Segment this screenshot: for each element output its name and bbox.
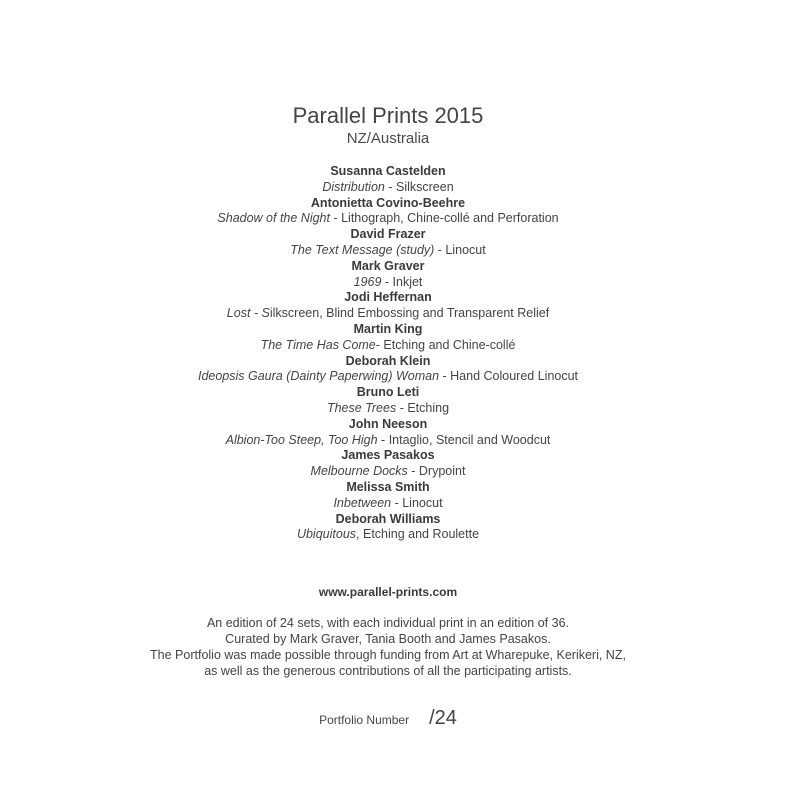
work-separator: - xyxy=(439,369,451,384)
artist-name: Melissa Smith xyxy=(346,479,430,494)
artist-work xyxy=(0,527,776,543)
portfolio-number-count: /24 xyxy=(429,707,457,729)
artist-work xyxy=(0,401,776,417)
work-title: The Text Message (study) xyxy=(290,242,435,257)
artist-name: David Frazer xyxy=(350,227,426,242)
work-title: Inbetween xyxy=(333,495,392,510)
work-medium: ilkscreen, Blind Embossing and Transparent Relief xyxy=(269,306,550,321)
work-title: Ideopsis Gaura (Dainty Paperwing) Woman xyxy=(197,369,440,384)
work-separator: - xyxy=(384,179,396,194)
work-separator: - xyxy=(391,495,403,510)
work-title: The Time Has Come xyxy=(260,337,376,352)
portfolio-number-label: Portfolio Number xyxy=(319,713,410,727)
work-separator: - xyxy=(377,432,389,447)
artist-work xyxy=(0,180,776,196)
artist-name: John Neeson xyxy=(348,416,428,431)
work-separator: - xyxy=(329,211,342,226)
note-line: as well as the generous contributions of all the participating artists. xyxy=(204,664,572,678)
work-medium: Linocut xyxy=(402,495,443,510)
work-medium: Silkscreen xyxy=(395,179,454,194)
work-title: 1969 xyxy=(353,274,382,289)
work-separator: - xyxy=(407,464,419,479)
work-separator: , xyxy=(356,527,363,542)
work-title: These Trees xyxy=(326,400,397,415)
artist-name: Martin King xyxy=(353,321,423,336)
artist-work xyxy=(0,338,776,354)
work-medium: Etching and Roulette xyxy=(362,527,480,542)
work-medium: Etching xyxy=(407,400,450,415)
artist-name: Antonietta Covino-Beehre xyxy=(310,195,466,210)
note-line: The Portfolio was made possible through funding from Art at Wharepuke, Kerikeri, NZ, xyxy=(150,648,626,662)
work-separator: - xyxy=(381,274,393,289)
website-link[interactable]: www.parallel-prints.com xyxy=(318,585,458,599)
artist-work xyxy=(0,433,776,449)
work-title: Distribution xyxy=(322,179,385,194)
work-medium: Inkjet xyxy=(392,274,423,289)
work-separator: - xyxy=(375,337,384,352)
work-title: Lost - S xyxy=(226,306,270,321)
artist-work xyxy=(0,496,776,512)
work-medium: Etching and Chine-collé xyxy=(383,337,516,352)
work-medium: Intaglio, Stencil and Woodcut xyxy=(388,432,551,447)
artist-work xyxy=(0,464,776,480)
portfolio-number xyxy=(0,707,776,730)
artist-work xyxy=(0,369,776,385)
work-title: Melbourne Docks xyxy=(310,464,408,479)
work-medium: Drypoint xyxy=(418,464,466,479)
work-separator: - xyxy=(396,400,408,415)
artist-name: Jodi Heffernan xyxy=(344,290,432,305)
artist-work xyxy=(0,243,776,259)
artist-name: Deborah Klein xyxy=(345,353,431,368)
artist-work xyxy=(0,275,776,291)
artist-name: James Pasakos xyxy=(341,448,435,463)
note-line: An edition of 24 sets, with each individual print in an edition of 36. xyxy=(206,616,570,630)
artist-name: Bruno Leti xyxy=(356,385,420,400)
artist-work xyxy=(0,306,776,322)
work-title: Shadow of the Night xyxy=(217,211,330,226)
note-line: Curated by Mark Graver, Tania Booth and James Pasakos. xyxy=(225,632,551,646)
artist-name: Mark Graver xyxy=(351,258,425,273)
edition-notes xyxy=(0,615,776,679)
work-title: Albion-Too Steep, Too High xyxy=(225,432,378,447)
page-subtitle: NZ/Australia xyxy=(346,130,430,147)
work-separator: - xyxy=(434,242,446,257)
artist-name: Susanna Castelden xyxy=(330,164,446,178)
work-medium: Lithograph, Chine-collé and Perforation xyxy=(341,211,559,226)
artist-name: Deborah Williams xyxy=(335,511,441,526)
artist-list xyxy=(0,164,776,543)
artist-work xyxy=(0,211,776,227)
page-title: Parallel Prints 2015 xyxy=(292,103,484,128)
work-medium: Hand Coloured Linocut xyxy=(450,369,579,384)
work-title: Ubiquitous xyxy=(296,527,357,542)
work-medium: Linocut xyxy=(445,242,486,257)
